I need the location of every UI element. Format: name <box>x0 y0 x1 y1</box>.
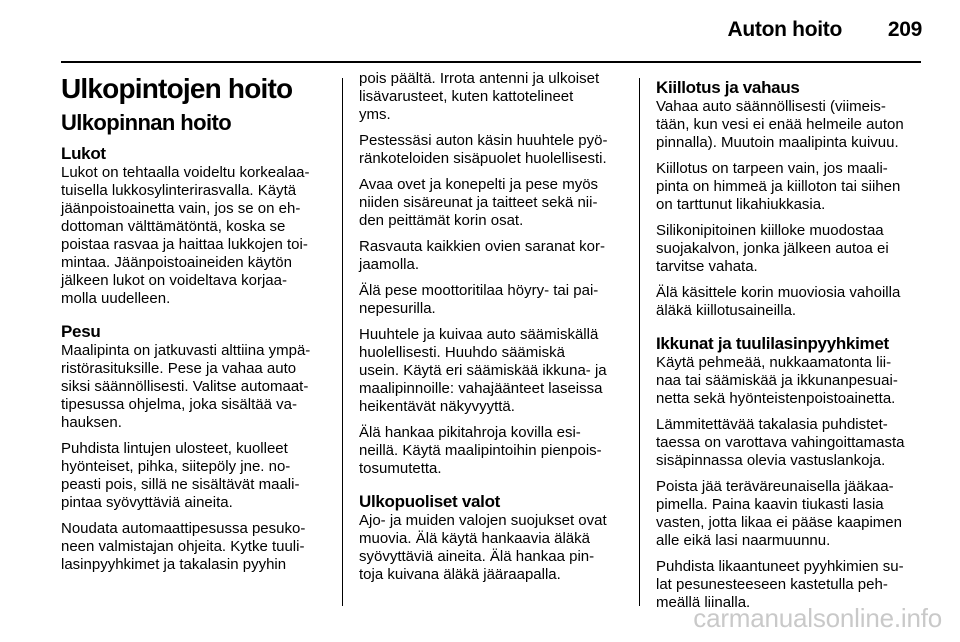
section-title: Ulkopinnan hoito <box>61 110 232 135</box>
paragraph: Ajo- ja muiden valojen suojukset ovat muovia. Älä käytä hankaavia äläkä syövyttäviä aineita. Älä hankaa pin- toja kuivana äläkä jääraapalla. <box>359 512 607 583</box>
paragraph: Älä käsittele korin muoviosia vahoilla äläkä kiillotusaineilla. <box>656 284 901 319</box>
watermark: carmanualsonline.info <box>693 603 942 633</box>
paragraph: Kiillotus on tarpeen vain, jos maali- pinta on himmeä ja kiilloton tai siihen on tarttunut likahiukkasia. <box>656 160 901 213</box>
column-1 <box>61 70 331 582</box>
heading-lukot: Lukot <box>61 144 106 163</box>
chapter-title: Ulkopintojen hoito <box>61 73 293 104</box>
paragraph: Lämmitettävää takalasia puhdistet- taessa on varottava vahingoittamasta sisäpinnassa olevia vastuslankoja. <box>656 416 905 469</box>
column-divider-2 <box>639 78 640 606</box>
paragraph: Pestessäsi auton käsin huuhtele pyö- ränkoteloiden sisäpuolet huolellisesti. <box>359 132 608 167</box>
paragraph: Älä hankaa pikitahroja kovilla esi- neillä. Käytä maalipintoihin pienpois- tosumutetta. <box>359 424 602 477</box>
heading-kiillotus: Kiillotus ja vahaus <box>656 78 800 97</box>
heading-ikkunat: Ikkunat ja tuulilasinpyyhkimet <box>656 334 889 353</box>
header-divider <box>61 61 921 63</box>
running-title: Auton hoito <box>727 18 842 41</box>
heading-ulkopuoliset-valot: Ulkopuoliset valot <box>359 492 501 511</box>
paragraph: Käytä pehmeää, nukkaamatonta lii- naa tai säämiskää ja ikkunanpesuai- netta sekä hyönteistenpoistoainetta. <box>656 354 898 407</box>
paragraph: Huuhtele ja kuivaa auto säämiskällä huolellisesti. Huuhdo säämiskä usein. Käytä eri säämiskää ikkuna- ja maalipinnoille: vahajäänteet laseissa heikentävät näkyvyyttä. <box>359 326 607 415</box>
paragraph: pois päältä. Irrota antenni ja ulkoiset lisävarusteet, kuten kattotelineet yms. <box>359 70 600 123</box>
page-header <box>0 0 960 60</box>
paragraph: Vahaa auto säännöllisesti (viimeis- tään, kun vesi ei enää helmeile auton pinnalla). Muutoin maalipinta kuivuu. <box>656 98 904 151</box>
heading-pesu: Pesu <box>61 322 101 341</box>
column-divider-1 <box>342 78 343 606</box>
column-3 <box>656 70 924 620</box>
column-2 <box>359 70 629 592</box>
page-number: 209 <box>887 18 922 41</box>
paragraph: Puhdista lintujen ulosteet, kuolleet hyönteiset, pihka, siitepöly jne. no- peasti pois, sillä ne sisältävät maali- pintaa syövyttäviä aineita. <box>61 440 300 511</box>
paragraph: Älä pese moottoritilaa höyry- tai pai- nepesurilla. <box>359 282 599 317</box>
paragraph: Maalipinta on jatkuvasti alttiina ympä- ristörasituksille. Pese ja vahaa auto siksi säännöllisesti. Valitse automaat- tipesussa ohjelma, joka sisältää va- hauksen. <box>61 342 311 431</box>
paragraph: Puhdista likaantuneet pyyhkimien su- lat pesunesteeseen kastetulla peh- meällä liinalla. <box>656 558 904 611</box>
paragraph: Lukot on tehtaalla voideltu korkealaa- tuisella lukkosylinterirasvalla. Käytä jäänpoistoainetta vain, jos se on eh- dottoman välttämätöntä, koska se poistaa rasvaa ja haittaa lukkojen toi- mintaa. Jäänpoistoaineiden käytön jälkeen lukot on voideltava korjaa- molla uudelleen. <box>61 164 310 307</box>
paragraph: Silikonipitoinen kiilloke muodostaa suojakalvon, jonka jälkeen autoa ei tarvitse vahata. <box>656 222 889 275</box>
paragraph: Noudata automaattipesussa pesuko- neen valmistajan ohjeita. Kytke tuuli- lasinpyyhkimet ja takalasin pyyhin <box>61 520 306 573</box>
paragraph: Poista jää teräväreunaisella jääkaa- pimella. Paina kaavin tiukasti lasia vasten, jotta likaa ei pääse kaapimen alle eikä lasi naarmuunnu. <box>656 478 902 549</box>
paragraph: Rasvauta kaikkien ovien saranat kor- jaamolla. <box>359 238 605 273</box>
paragraph: Avaa ovet ja konepelti ja pese myös niiden sisäreunat ja taitteet sekä nii- den peittämät korin osat. <box>359 176 599 229</box>
